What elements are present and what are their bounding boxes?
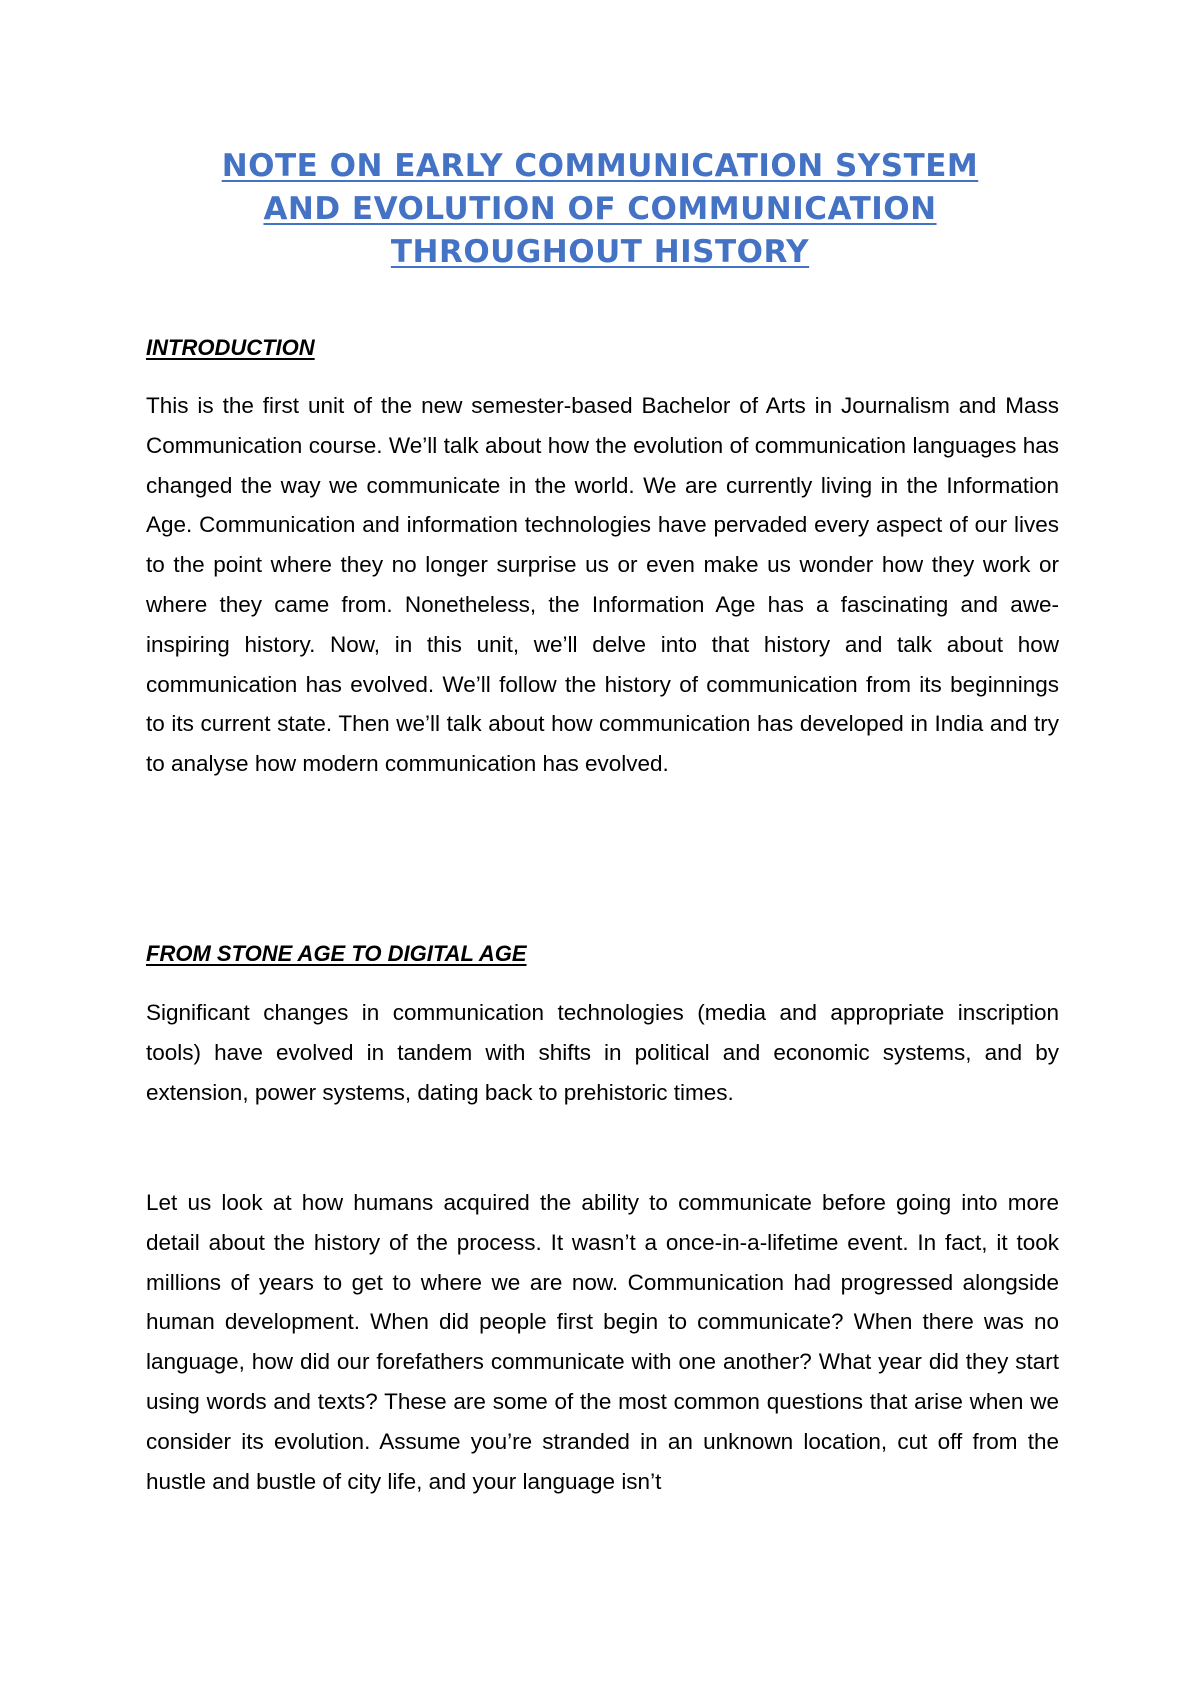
title-line-2: AND EVOLUTION OF COMMUNICATION — [263, 191, 937, 227]
title-line-3: THROUGHOUT HISTORY — [390, 234, 810, 270]
introduction-heading: INTRODUCTION — [146, 335, 315, 360]
document-title — [150, 145, 1050, 274]
title-line-1: NOTE ON EARLY COMMUNICATION SYSTEM — [221, 148, 979, 184]
introduction-paragraph: This is the first unit of the new semester-based Bachelor of Arts in Journalism and Mass Communication course. We’ll talk about how the evolution of communication languages has changed the way we communicate in the world. We are currently living in the Information Age. Communication and information technologies have pervaded every aspect of our lives to the point where they no longer surprise us or even make us wonder how they work or where they came from. Nonetheless, the Information Age has a fascinating and awe-inspiring history. Now, in this unit, we’ll delve into that history and talk about how communication has evolved. We’ll follow the history of communication from its beginnings to its current state. Then we’ll talk about how communication has developed in India and try to analyse how modern communication has evolved. — [146, 393, 1059, 777]
human-communication-paragraph: Let us look at how humans acquired the ability to communicate before going into more detail about the history of the process. It wasn’t a once-in-a-lifetime event. In fact, it took millions of years to get to where we are now. Communication had progressed alongside human development. When did people first begin to communicate? When there was no language, how did our forefathers communicate with one another? What year did they start using words and texts? These are some of the most common questions that arise when we consider its evolution. Assume you’re stranded in an unknown location, cut off from the hustle and bustle of city life, and your language isn’t — [146, 1190, 1059, 1494]
stone-age-heading: FROM STONE AGE TO DIGITAL AGE — [146, 941, 527, 966]
stone-age-paragraph: Significant changes in communication technologies (media and appropriate inscription tools) have evolved in tandem with shifts in political and economic systems, and by extension, power systems, dating back to prehistoric times. — [146, 1000, 1059, 1105]
